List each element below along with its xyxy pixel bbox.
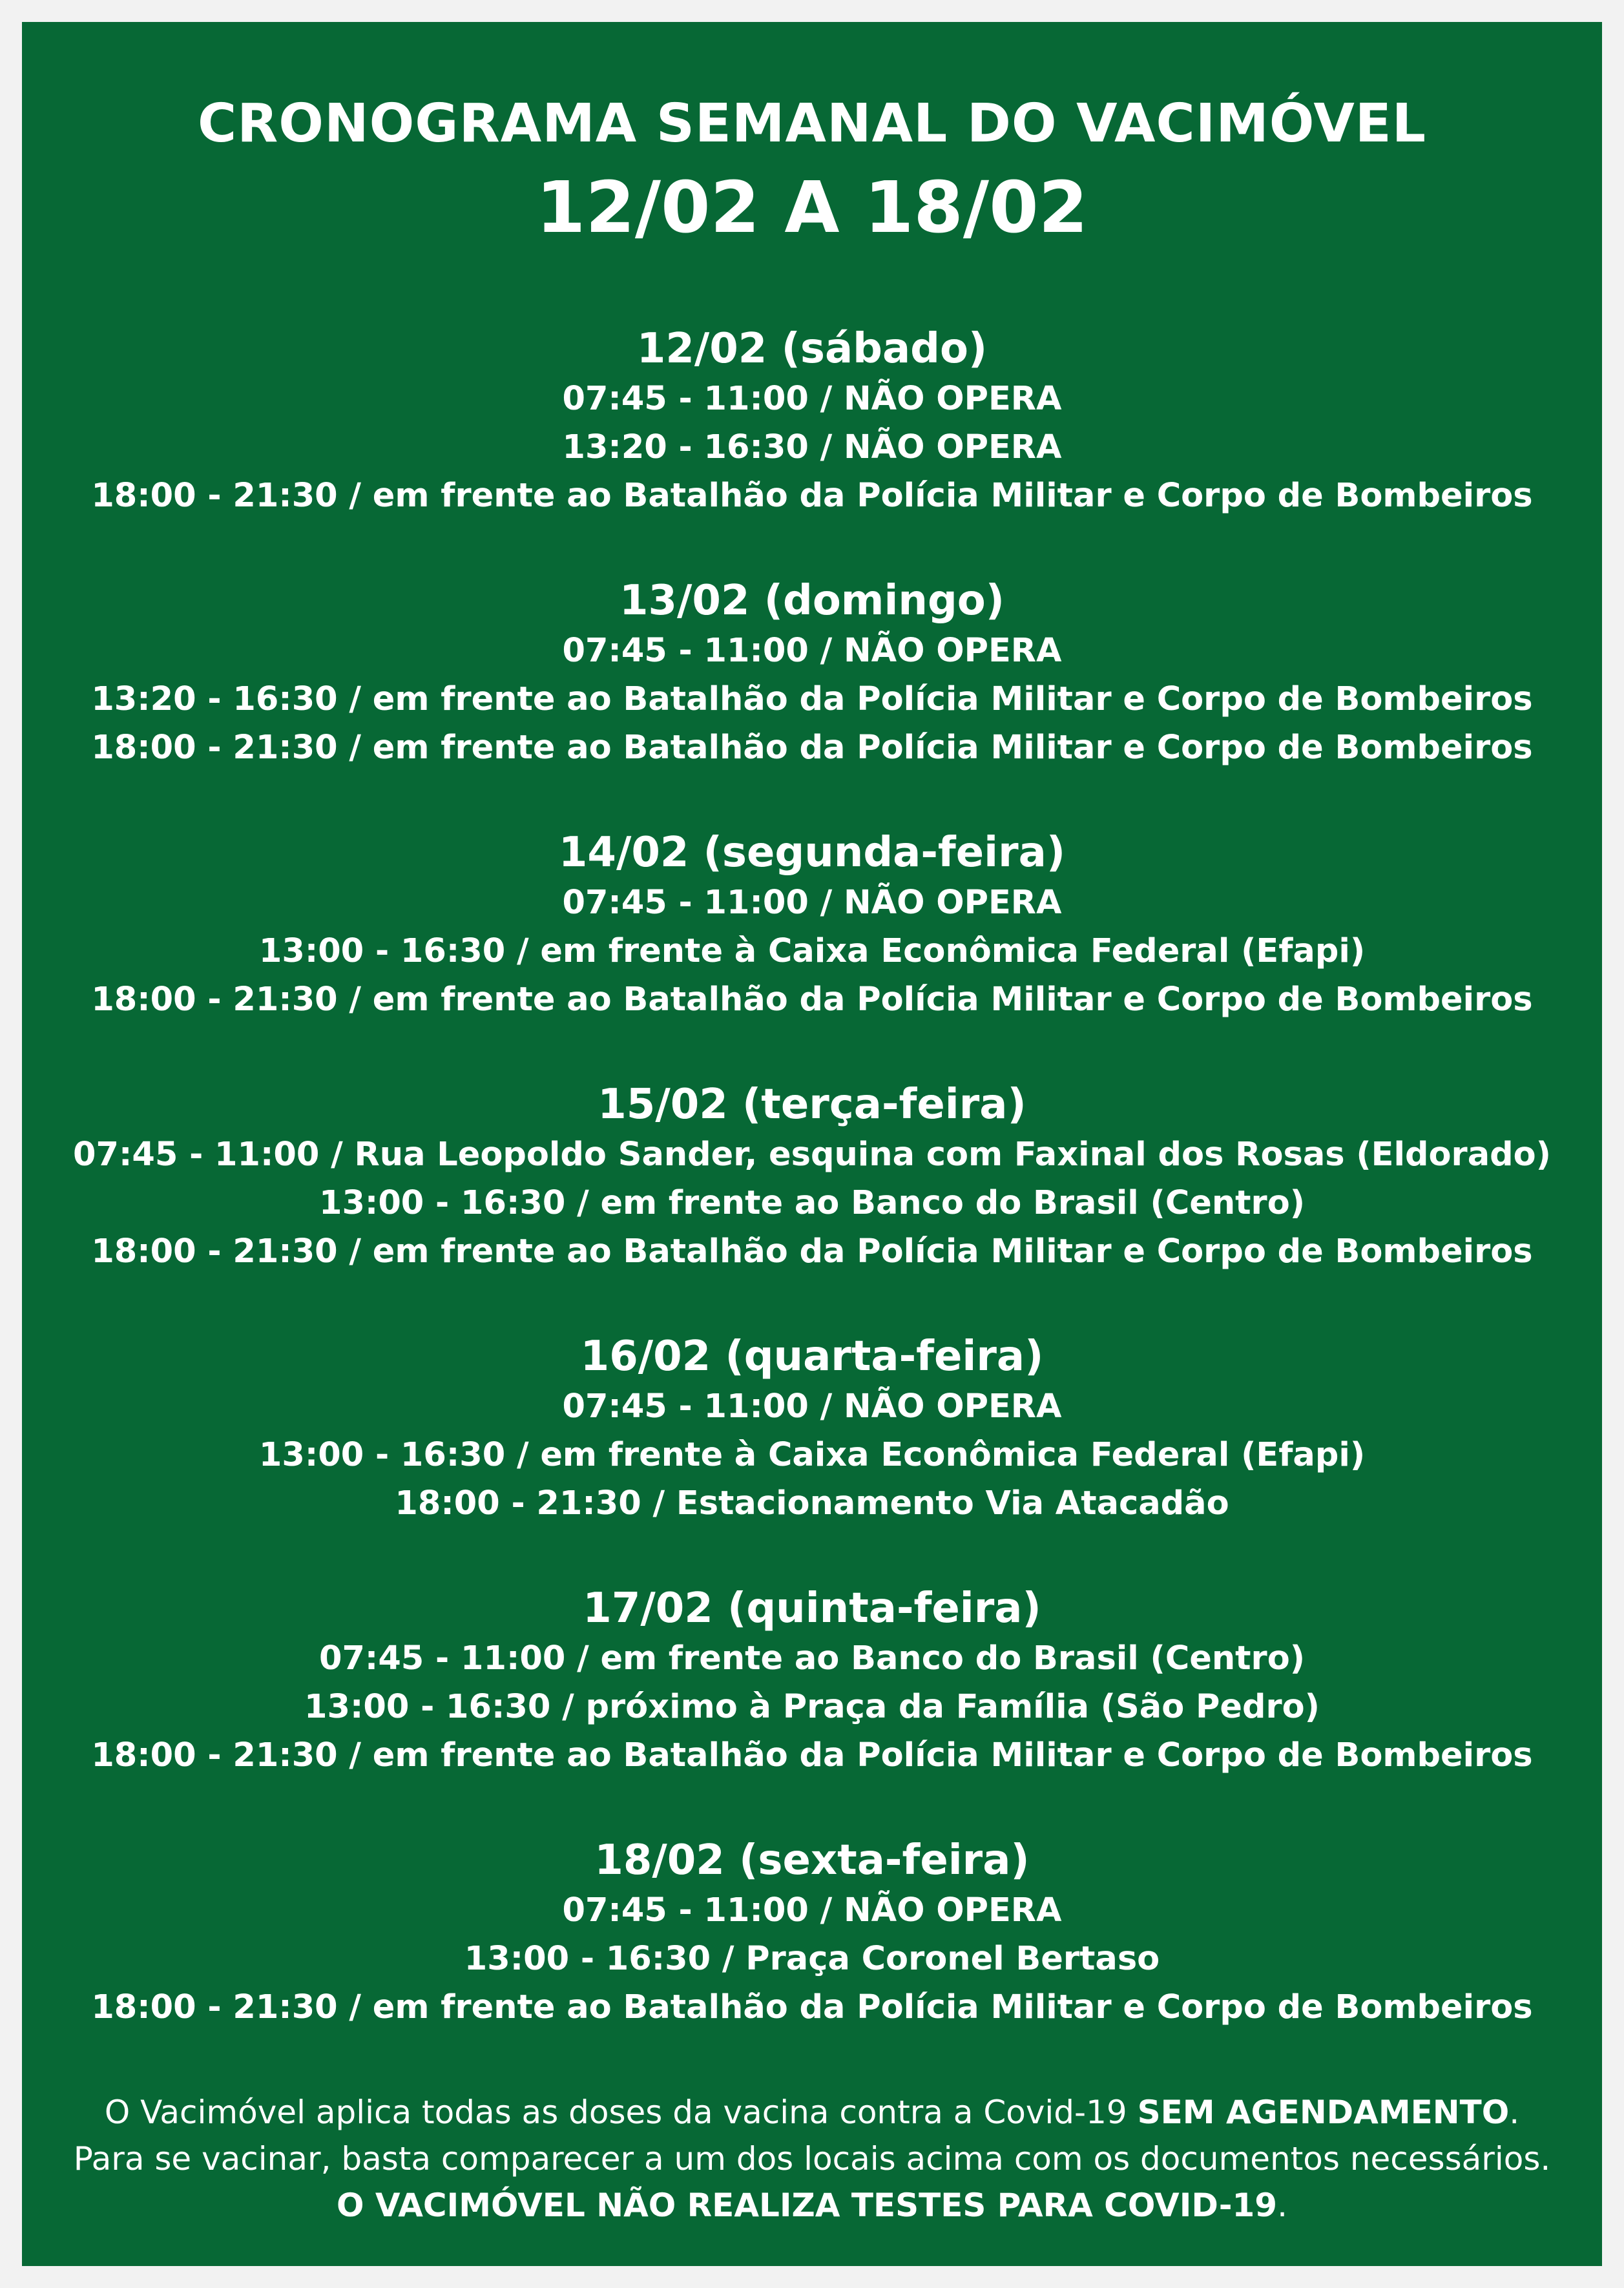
day-title: 13/02 (domingo) bbox=[619, 577, 1005, 625]
footer-notice bbox=[22, 2089, 1602, 2229]
footer-line-1 bbox=[22, 2089, 1602, 2136]
day-title: 17/02 (quinta-feira) bbox=[583, 1585, 1041, 1632]
time-slot: 07:45 - 11:00 / NÃO OPERA bbox=[562, 1388, 1062, 1426]
time-slot: 13:20 - 16:30 / em frente ao Batalhão da Polícia Militar e Corpo de Bombeiros bbox=[91, 680, 1533, 718]
time-slot: 13:00 - 16:30 / próximo à Praça da Família (São Pedro) bbox=[304, 1688, 1320, 1726]
time-slot: 18:00 - 21:30 / em frente ao Batalhão da Polícia Militar e Corpo de Bombeiros bbox=[91, 477, 1533, 515]
footer-bold-text: O VACIMÓVEL NÃO REALIZA TESTES PARA COVID-19 bbox=[336, 2187, 1278, 2224]
time-slot: 13:20 - 16:30 / NÃO OPERA bbox=[562, 428, 1062, 466]
time-slot: 13:00 - 16:30 / Praça Coronel Bertaso bbox=[464, 1940, 1160, 1978]
date-range: 12/02 A 18/02 bbox=[536, 166, 1088, 249]
time-slot: 18:00 - 21:30 / em frente ao Batalhão da Polícia Militar e Corpo de Bombeiros bbox=[91, 729, 1533, 767]
time-slot: 07:45 - 11:00 / NÃO OPERA bbox=[562, 380, 1062, 418]
time-slot: 18:00 - 21:30 / em frente ao Batalhão da Polícia Militar e Corpo de Bombeiros bbox=[91, 1988, 1533, 2026]
time-slot: 18:00 - 21:30 / Estacionamento Via Atacadão bbox=[395, 1484, 1229, 1523]
footer-punct: . bbox=[1277, 2187, 1287, 2224]
time-slot: 13:00 - 16:30 / em frente à Caixa Econômica Federal (Efapi) bbox=[258, 932, 1366, 970]
footer-line-3 bbox=[22, 2182, 1602, 2229]
time-slot: 18:00 - 21:30 / em frente ao Batalhão da Polícia Militar e Corpo de Bombeiros bbox=[91, 1736, 1533, 1774]
day-title: 15/02 (terça-feira) bbox=[598, 1081, 1026, 1128]
footer-text: O Vacimóvel aplica todas as doses da vacina contra a Covid-19 bbox=[104, 2094, 1138, 2131]
day-block-1802 bbox=[22, 1835, 1602, 2086]
time-slot: 18:00 - 21:30 / em frente ao Batalhão da Polícia Militar e Corpo de Bombeiros bbox=[91, 1232, 1533, 1271]
day-block-1702 bbox=[22, 1583, 1602, 1835]
day-title: 12/02 (sábado) bbox=[636, 325, 988, 373]
day-block-1302 bbox=[22, 575, 1602, 827]
day-title: 14/02 (segunda-feira) bbox=[558, 829, 1066, 877]
schedule-poster bbox=[22, 22, 1602, 2266]
day-block-1202 bbox=[22, 323, 1602, 575]
time-slot: 13:00 - 16:30 / em frente à Caixa Econômica Federal (Efapi) bbox=[258, 1436, 1366, 1474]
time-slot: 13:00 - 16:30 / em frente ao Banco do Brasil (Centro) bbox=[318, 1184, 1306, 1222]
day-block-1502 bbox=[22, 1079, 1602, 1331]
time-slot: 07:45 - 11:00 / NÃO OPERA bbox=[562, 1891, 1062, 1929]
time-slot: 07:45 - 11:00 / Rua Leopoldo Sander, esquina com Faxinal dos Rosas (Eldorado) bbox=[73, 1136, 1551, 1174]
day-block-1402 bbox=[22, 827, 1602, 1079]
footer-line-2: Para se vacinar, basta comparecer a um dos locais acima com os documentos necessários. bbox=[73, 2140, 1551, 2178]
time-slot: 07:45 - 11:00 / NÃO OPERA bbox=[562, 884, 1062, 922]
time-slot: 07:45 - 11:00 / NÃO OPERA bbox=[562, 632, 1062, 670]
day-title: 18/02 (sexta-feira) bbox=[594, 1836, 1030, 1884]
weekly-schedule bbox=[22, 323, 1602, 2086]
day-title: 16/02 (quarta-feira) bbox=[580, 1333, 1044, 1380]
poster-title: CRONOGRAMA SEMANAL DO VACIMÓVEL bbox=[197, 93, 1427, 154]
footer-punct: . bbox=[1509, 2094, 1520, 2131]
time-slot: 18:00 - 21:30 / em frente ao Batalhão da Polícia Militar e Corpo de Bombeiros bbox=[91, 981, 1533, 1019]
day-block-1602 bbox=[22, 1331, 1602, 1583]
footer-bold-text: SEM AGENDAMENTO bbox=[1137, 2094, 1510, 2131]
time-slot: 07:45 - 11:00 / em frente ao Banco do Brasil (Centro) bbox=[318, 1639, 1306, 1678]
